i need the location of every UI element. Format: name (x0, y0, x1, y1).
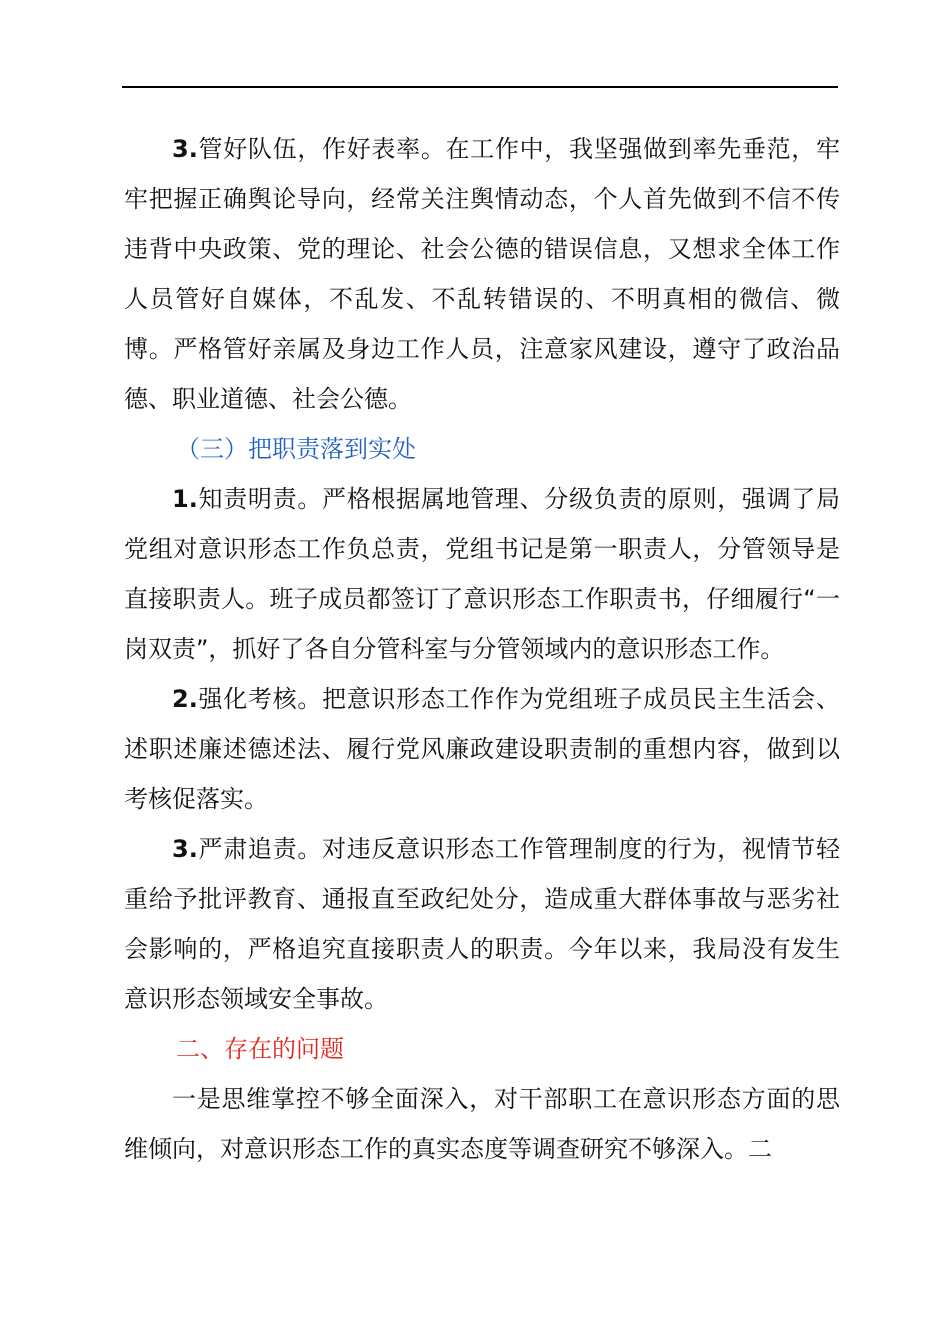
paragraph-accountability (124, 824, 840, 1024)
section-heading-problems: 二、存在的问题 (176, 1035, 344, 1063)
section-heading-responsibility: （三）把职责落到实处 (176, 435, 416, 463)
paragraph-know-responsibility (124, 474, 840, 674)
paragraph-text: 严肃追责。对违反意识形态工作管理制度的行为，视情节轻重给予批评教育、通报直至政纪处分，造成重大群体事故与恶劣社会影响的，严格追究直接职责人的职责。今年以来，我局没有发生意识形态领域安全事故。 (124, 835, 840, 1013)
paragraph-text: 管好队伍，作好表率。在工作中，我坚强做到率先垂范，牢牢把握正确舆论导向，经常关注舆情动态，个人首先做到不信不传违背中央政策、党的理论、社会公德的错误信息，又想求全体工作人员管好自媒体，不乱发、不乱转错误的、不明真相的微信、微博。严格管好亲属及身边工作人员，注意家风建设，遵守了政治品德、职业道德、社会公德。 (124, 135, 840, 413)
item-number: 3. (172, 835, 198, 863)
document-body (124, 124, 840, 1174)
item-number: 2. (172, 685, 198, 713)
paragraph-problem-one: 一是思维掌控不够全面深入，对干部职工在意识形态方面的思维倾向，对意识形态工作的真实态度等调查研究不够深入。二 (124, 1085, 840, 1163)
header-rule (122, 86, 838, 88)
item-number: 3. (172, 135, 198, 163)
paragraph-strengthen-assessment (124, 674, 840, 824)
paragraph-manage-team (124, 124, 840, 424)
item-number: 1. (172, 485, 198, 513)
paragraph-text: 强化考核。把意识形态工作作为党组班子成员民主生活会、述职述廉述德述法、履行党风廉政建设职责制的重想内容，做到以考核促落实。 (124, 685, 840, 813)
paragraph-text: 知责明责。严格根据属地管理、分级负责的原则，强调了局党组对意识形态工作负总责，党组书记是第一职责人，分管领导是直接职责人。班子成员都签订了意识形态工作职责书，仔细履行“一岗双责”，抓好了各自分管科室与分管领域内的意识形态工作。 (124, 485, 840, 663)
